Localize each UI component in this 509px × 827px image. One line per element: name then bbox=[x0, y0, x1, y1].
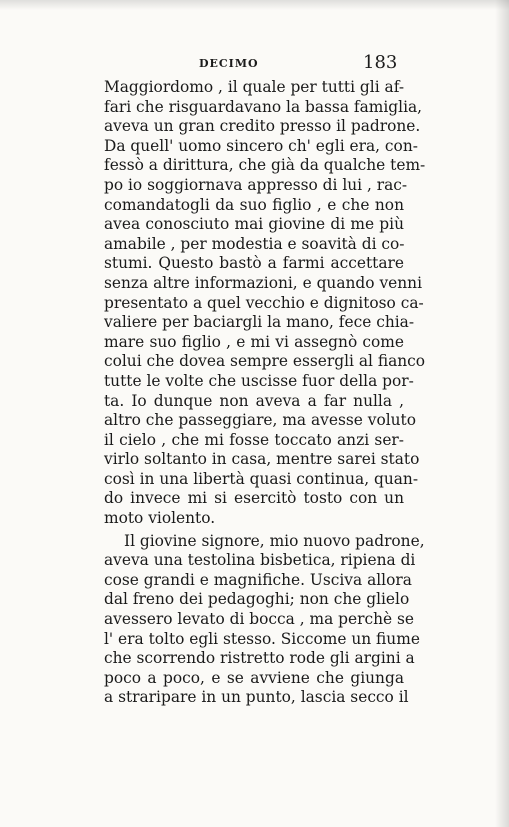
text-line: Da quell' uomo sincero ch' egli era, con- bbox=[104, 136, 418, 155]
text-line: Il giovine signore, mio nuovo padrone, bbox=[124, 531, 425, 550]
body-text bbox=[104, 78, 426, 708]
text-line: senza altre informazioni, e quando venni bbox=[104, 273, 422, 292]
text-line: po io soggiornava appresso di lui , rac- bbox=[104, 175, 408, 194]
text-line: moto violento. bbox=[104, 509, 216, 528]
text-line: a straripare in un punto, lascia secco il bbox=[104, 688, 409, 707]
text-line: il cielo , che mi fosse toccato anzi ser- bbox=[104, 430, 404, 449]
text-line: l' era tolto egli stesso. Siccome un fiume bbox=[104, 629, 420, 648]
text-line: tutte le volte che uscisse fuor della por- bbox=[104, 371, 414, 390]
text-line: stumi. Questo bastò a farmi accettare bbox=[104, 254, 404, 273]
text-line: aveva un gran credito presso il padrone. bbox=[104, 117, 421, 136]
running-head: DECIMO bbox=[199, 57, 259, 70]
text-line: amabile , per modestia e soavità di co- bbox=[104, 234, 405, 253]
text-line: poco a poco, e se avviene che giunga bbox=[104, 668, 404, 687]
text-line: virlo soltanto in casa, mentre sarei stato bbox=[104, 450, 420, 469]
page-edge-shadow bbox=[495, 0, 509, 827]
paragraph-1 bbox=[104, 78, 426, 529]
text-line: fari che risguardavano la bassa famiglia, bbox=[104, 97, 423, 116]
text-line: che scorrendo ristretto rode gli argini a bbox=[104, 649, 415, 668]
text-line: fessò a dirittura, che già da qualche tem- bbox=[104, 156, 426, 175]
page-top-shadow bbox=[0, 0, 509, 10]
text-line: altro che passeggiare, ma avesse voluto bbox=[104, 411, 416, 430]
text-line: aveva una testolina bisbetica, ripiena di bbox=[104, 551, 416, 570]
text-line: comandatogli da suo figlio , e che non bbox=[104, 195, 404, 214]
text-line: cose grandi e magnifiche. Usciva allora bbox=[104, 570, 412, 589]
text-line: dal freno dei pedagoghi; non che glielo bbox=[104, 590, 410, 609]
text-line: Maggiordomo , il quale per tutti gli af- bbox=[104, 78, 405, 96]
text-line: mare suo figlio , e mi vi assegnò come bbox=[104, 332, 404, 351]
text-line: avessero levato di bocca , ma perchè se bbox=[104, 610, 415, 629]
text-line: ta. Io dunque non aveva a far nulla , bbox=[104, 391, 404, 410]
text-line: do invece mi si esercitò tosto con un bbox=[104, 489, 404, 508]
page-number: 183 bbox=[363, 52, 398, 73]
text-line: colui che dovea sempre essergli al fianco bbox=[104, 352, 426, 371]
text-line: presentato a quel vecchio e dignitoso ca- bbox=[104, 293, 424, 312]
text-line: così in una libertà quasi continua, quan- bbox=[104, 469, 419, 488]
paragraph-2 bbox=[104, 531, 425, 708]
text-line: avea conosciuto mai giovine di me più bbox=[104, 215, 404, 234]
text-line: valiere per baciargli la mano, fece chia- bbox=[104, 313, 415, 332]
